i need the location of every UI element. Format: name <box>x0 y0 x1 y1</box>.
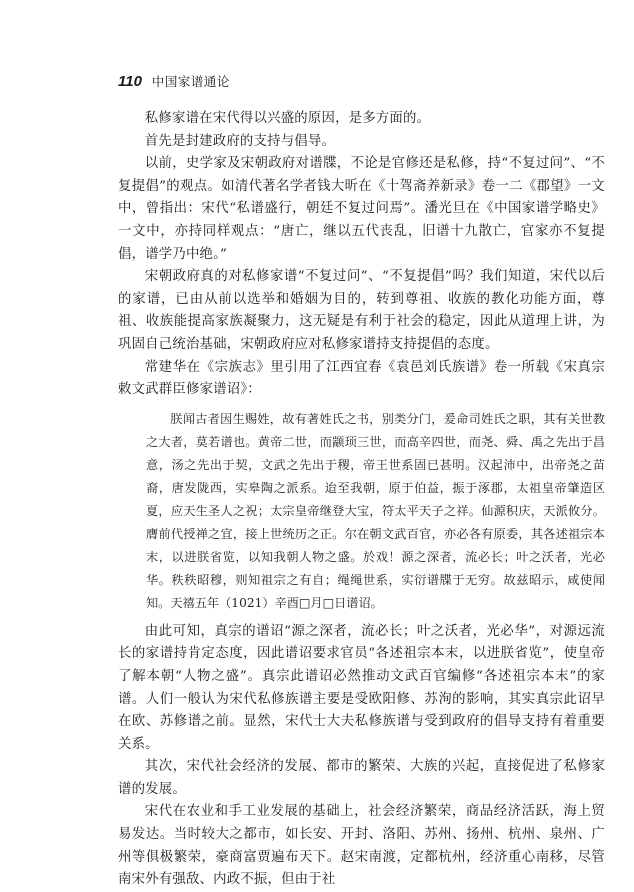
block-quote: 朕闻古者因生赐姓，故有著姓氏之书，别类分门，爰命司姓氏之职，其有关世教之大者，莫若谱也。黄帝二世，而颛顼三世，而高辛四世，而尧、舜、禹之先出于昌意，汤之先出于契，文武之先出于稷，帝王世系固已甚明。汉起沛中，出帝尧之苗裔，唐发陇西，实皋陶之派系。迨至我朝，原于伯益，振于涿郡，太祖皇帝肇造区夏，应天生圣人之祝；太宗皇帝继登大宝，符太平天子之祥。仙源积庆，天派攸分。膺前代授禅之宜，接上世统历之正。尔在朝文武百官，亦必各有原委，其各述祖宗本末，以进朕省览，以知我朝人物之盛。於戏！源之深者，流必长；叶之沃者，光必华。秩秩昭穆，则知祖宗之有自；绳绳世系，实衍谱牒于无穷。故兹昭示，咸使闻知。天禧五年（1021）辛酉□月□日谱诏。 <box>146 411 605 610</box>
paragraph: 宋代在农业和手工业发展的基础上，社会经济繁荣，商品经济活跃，海上贸易发达。当时较大之都市，如长安、开封、洛阳、苏州、扬州、杭州、泉州、广州等俱极繁荣，豪商富贾遍布天下。赵宋南渡，定都杭州，经济重心南移，尽管南宋外有强敌、内政不振，但由于社 <box>118 804 605 888</box>
paragraph: 由此可知，真宗的谱诏“源之深者，流必长；叶之沃者，光必华”，对源远流长的家谱持肯定态度，因此谱诏要求官员“各述祖宗本末，以进朕省览”，使皇帝了解本朝“人物之盛”。真宗此谱诏必然推动文武百官编修“各述祖宗本末”的家谱。人们一般认为宋代私修族谱主要是受欧阳修、苏洵的影响，其实真宗此诏早在欧、苏修谱之前。显然，宋代士大夫私修族谱与受到政府的倡导支持有着重要关系。 <box>118 623 605 752</box>
running-head-title: 中国家谱通论 <box>151 74 230 89</box>
body-text <box>118 108 605 892</box>
paragraph: 以前，史学家及宋朝政府对谱牒，不论是官修还是私修，持“不复过问”、“不复提倡”的观点。如清代著名学者钱大昕在《十驾斋养新录》卷一二《郡望》一文中，曾指出：宋代“私谱盛行，朝廷不复过问焉”。潘光旦在《中国家谱学略史》一文中，亦持同样观点：“唐亡，继以五代丧乱，旧谱十九散亡，官家亦不复提倡，谱学乃中绝。” <box>118 156 605 262</box>
page-number: 110 <box>118 73 142 90</box>
paragraph: 首先是封建政府的支持与倡导。 <box>144 133 336 149</box>
paragraph: 常建华在《宗族志》里引用了江西宜春《袁邑刘氏族谱》卷一所载《宋真宗敕文武群臣修家谱诏》： <box>118 359 605 398</box>
paragraph: 宋朝政府真的对私修家谱“不复过问”、“不复提倡”吗？我们知道，宋代以后的家谱，已由从前以选举和婚姻为目的，转到尊祖、收族的教化功能方面，尊祖、收族能提高家族凝聚力，这无疑是有利于社会的稳定，因此从道理上讲，为巩固自己统治基础，宋朝政府应对私修家谱持支持提倡的态度。 <box>118 269 605 352</box>
paragraph: 私修家谱在宋代得以兴盛的原因，是多方面的。 <box>144 111 431 126</box>
page-header <box>118 72 230 94</box>
paragraph: 其次，宋代社会经济的发展、都市的繁荣、大族的兴起，直接促进了私修家谱的发展。 <box>118 759 605 797</box>
